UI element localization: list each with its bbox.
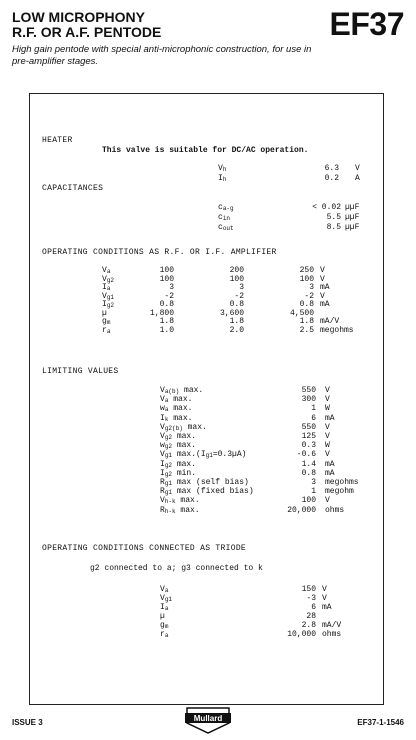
limit-unit: V <box>325 386 330 395</box>
limit-unit: mA <box>325 468 335 478</box>
heater-value: 6.3 <box>324 164 339 173</box>
limit-parameter: Rg1 max (self bias) <box>160 478 249 487</box>
rf-value-1: 100 <box>159 266 174 275</box>
capacitance-value: 8.5 <box>326 223 341 232</box>
triode-symbol: Vg1 <box>160 594 173 603</box>
rf-unit: mA <box>320 300 330 309</box>
rf-value-3: 2.5 <box>299 325 314 335</box>
limit-parameter: Vh-k max. <box>160 496 200 506</box>
rf-symbol: Ia <box>102 283 111 292</box>
limit-value: 125 <box>301 432 316 441</box>
rf-value-3: 0.8 <box>299 300 314 309</box>
rf-value-1: 100 <box>159 274 174 284</box>
heater-value: 0.2 <box>324 174 339 183</box>
limit-parameter: Ik max. <box>160 413 193 423</box>
capacitance-value: 5.5 <box>326 213 341 222</box>
rf-value-1: 1.8 <box>159 317 174 326</box>
limit-unit: ohms <box>325 505 345 515</box>
limit-value: 1 <box>311 404 316 414</box>
limit-value: 0.3 <box>301 441 316 451</box>
rf-symbol: Ig2 <box>102 300 115 309</box>
rf-value-3: 1.8 <box>299 317 314 326</box>
triode-value: -3 <box>306 594 316 603</box>
rf-value-3: 4,500 <box>289 308 314 318</box>
limit-parameter: Rg1 max (fixed bias) <box>160 487 254 497</box>
rf-value-1: 1,800 <box>149 308 174 318</box>
rf-symbol: ra <box>102 325 111 335</box>
limit-value: 1.4 <box>301 459 316 469</box>
capacitance-unit: µµF <box>345 203 360 212</box>
rf-value-1: 3 <box>169 283 174 292</box>
triode-value: 28 <box>306 612 316 621</box>
section-heater: HEATER <box>42 136 73 145</box>
triode-value: 150 <box>301 585 316 594</box>
capacitance-symbol: ca-g <box>218 203 234 212</box>
rf-unit: mA/V <box>320 317 340 326</box>
triode-unit: ohms <box>322 630 342 639</box>
limit-value: -0.6 <box>296 450 316 460</box>
limit-unit: V <box>325 496 330 506</box>
rf-value-2: 3,600 <box>219 308 244 318</box>
rf-value-3: 100 <box>299 274 314 284</box>
limit-unit: V <box>325 432 330 441</box>
heater-unit: V <box>355 164 360 173</box>
triode-unit: V <box>322 594 327 603</box>
limit-value: 3 <box>311 478 316 487</box>
section-limiting-values: LIMITING VALUES <box>42 367 119 376</box>
rf-unit: megohms <box>320 325 354 335</box>
rf-symbol: Vg2 <box>102 274 115 284</box>
triode-unit: mA/V <box>322 621 342 630</box>
triode-symbol: ra <box>160 630 169 639</box>
mullard-logo-icon <box>183 705 233 735</box>
rf-value-1: -2 <box>164 291 174 301</box>
limit-unit: V <box>325 395 330 405</box>
rf-symbol: gm <box>102 317 111 326</box>
rf-value-2: 2.0 <box>229 325 244 335</box>
limit-unit: megohms <box>325 478 359 487</box>
heater-symbol: Ih <box>218 174 227 183</box>
heater-symbol: Vh <box>218 164 227 173</box>
section-rf-conditions: OPERATING CONDITIONS AS R.F. OR I.F. AMPLIFIER <box>42 248 277 257</box>
limit-unit: V <box>325 450 330 460</box>
limit-unit: mA <box>325 413 335 423</box>
limit-unit: W <box>325 404 330 414</box>
issue-label: ISSUE 3 <box>12 718 43 727</box>
triode-note: g2 connected to a; g3 connected to k <box>90 564 263 573</box>
limit-parameter: Ig2 min. <box>160 468 197 478</box>
limit-value: 550 <box>301 422 316 432</box>
limit-parameter: Ig2 max. <box>160 459 197 469</box>
title-pentode: R.F. OR A.F. PENTODE <box>12 24 162 40</box>
limit-value: 0.8 <box>301 468 316 478</box>
section-triode-conditions: OPERATING CONDITIONS CONNECTED AS TRIODE <box>42 544 247 553</box>
limit-parameter: wa max. <box>160 404 193 414</box>
logo-text: Mullard <box>193 714 223 723</box>
triode-unit: mA <box>322 603 332 612</box>
triode-value: 6 <box>311 603 316 612</box>
heater-unit: A <box>355 174 360 183</box>
triode-symbol: Ia <box>160 603 169 612</box>
capacitance-symbol: cout <box>218 223 234 232</box>
triode-unit: V <box>322 585 327 594</box>
capacitance-unit: µµF <box>345 223 360 232</box>
limit-unit: W <box>325 441 330 451</box>
limit-value: 300 <box>301 395 316 405</box>
rf-value-2: 100 <box>229 274 244 284</box>
rf-value-2: 1.8 <box>229 317 244 326</box>
rf-unit: mA <box>320 283 330 292</box>
triode-symbol: µ <box>160 612 165 621</box>
limit-parameter: Vg2(b) max. <box>160 422 207 432</box>
limit-value: 6 <box>311 413 316 423</box>
limit-parameter: Vg2 max. <box>160 432 197 441</box>
rf-value-3: 250 <box>299 266 314 275</box>
rf-symbol: Vg1 <box>102 291 115 301</box>
datasheet-panel <box>29 93 384 705</box>
section-capacitances: CAPACITANCES <box>42 184 104 193</box>
triode-symbol: gm <box>160 621 169 630</box>
valve-code: EF37 <box>329 6 404 42</box>
limit-unit: megohm <box>325 487 354 497</box>
rf-value-2: 200 <box>229 266 244 275</box>
capacitance-value: < 0.02 <box>312 203 341 212</box>
rf-value-3: -2 <box>304 291 314 301</box>
rf-value-2: 0.8 <box>229 300 244 309</box>
rf-value-3: 3 <box>309 283 314 292</box>
rf-value-2: 3 <box>239 283 244 292</box>
limit-value: 550 <box>301 386 316 395</box>
rf-value-1: 1.0 <box>159 325 174 335</box>
capacitance-unit: µµF <box>345 213 360 222</box>
valve-description: High gain pentode with special anti-microphonic construction, for use in pre-amplifier stages. <box>12 44 312 67</box>
limit-value: 1 <box>311 487 316 497</box>
rf-value-1: 0.8 <box>159 300 174 309</box>
limit-parameter: Rh-k max. <box>160 505 200 515</box>
limit-unit: mA <box>325 459 335 469</box>
limit-parameter: wg2 max. <box>160 441 197 451</box>
rf-unit: V <box>320 274 325 284</box>
limit-unit: V <box>325 422 330 432</box>
rf-unit: V <box>320 291 325 301</box>
limit-value: 20,000 <box>287 505 316 515</box>
limit-parameter: Va(b) max. <box>160 386 204 395</box>
limit-parameter: Vg1 max.(Ig1=0.3µA) <box>160 450 247 460</box>
rf-symbol: Va <box>102 266 111 275</box>
title-line-1 <box>12 10 161 40</box>
document-ref: EF37-1-1546 <box>357 718 404 727</box>
triode-symbol: Va <box>160 585 169 594</box>
rf-unit: V <box>320 266 325 275</box>
triode-value: 10,000 <box>287 630 316 639</box>
triode-value: 2.8 <box>301 621 316 630</box>
rf-value-2: -2 <box>234 291 244 301</box>
rf-symbol: µ <box>102 308 107 318</box>
limit-value: 100 <box>301 496 316 506</box>
limit-parameter: Va max. <box>160 395 193 405</box>
capacitance-symbol: cin <box>218 213 231 222</box>
heater-note: This valve is suitable for DC/AC operation. <box>102 146 309 155</box>
title-low-microphony: LOW MICROPHONY <box>12 9 145 25</box>
